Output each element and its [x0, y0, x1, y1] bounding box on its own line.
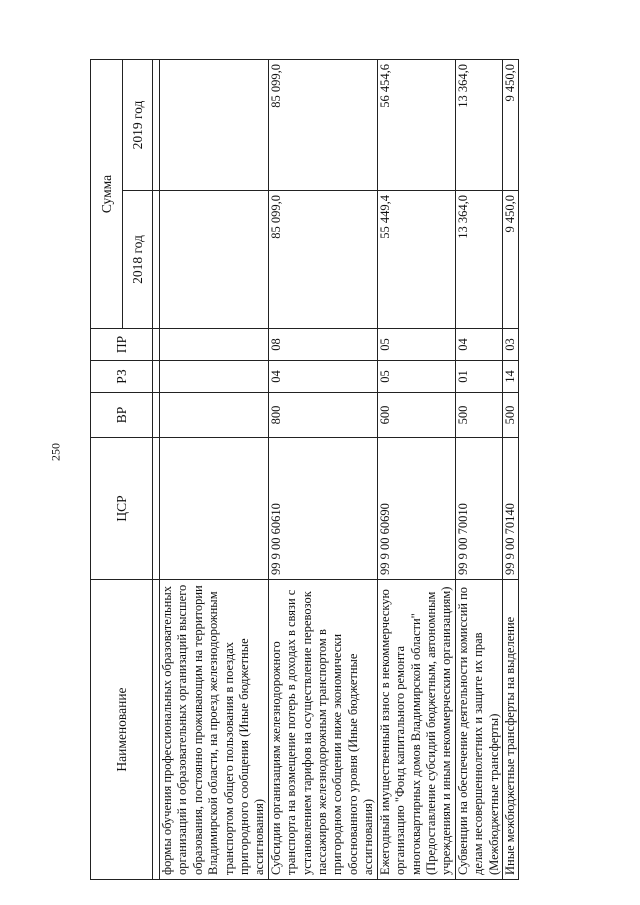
row-name: формы обучения профессиональных образовательных организаций и образовательных организаций высшего образования, постоянно проживающим на территории Владимирской области, на проезд железнодорожным транспортом общего пользования в поездах пригородного сообщения (Иные бюджетные ассигнования)	[160, 580, 269, 880]
row-2019: 9 450,0	[502, 59, 518, 190]
row-2018: 9 450,0	[502, 191, 518, 329]
row-2019: 13 364,0	[455, 59, 502, 190]
row-2018: 13 364,0	[455, 191, 502, 329]
header-row	[91, 59, 123, 879]
row-vr: 800	[268, 393, 377, 438]
page-number: 250	[48, 443, 63, 461]
row-name: Иные межбюджетные трансферты на выделение	[502, 580, 518, 880]
row-pr: 05	[377, 329, 455, 361]
header-year-2019: 2019 год	[123, 59, 153, 190]
row-2019: 85 099,0	[268, 59, 377, 190]
header-sum: Сумма	[91, 59, 123, 328]
budget-table	[90, 59, 519, 880]
row-rz: 04	[268, 361, 377, 393]
row-vr: 500	[502, 393, 518, 438]
row-rz: 14	[502, 361, 518, 393]
row-name: Ежегодный имущественный взнос в некоммерческую организацию "Фонд капитального ремонта многоквартирных домов Владимирской области" (Предоставление субсидий бюджетным, автономным учреждениям и иным некоммерческим организациям)	[377, 580, 455, 880]
row-rz: 01	[455, 361, 502, 393]
row-vr	[160, 393, 269, 438]
row-rz: 05	[377, 361, 455, 393]
header-vr: ВР	[91, 393, 153, 438]
header-year-2018: 2018 год	[123, 191, 153, 329]
table-row	[160, 59, 269, 879]
row-csr: 99 9 00 70140	[502, 438, 518, 580]
table-row	[502, 59, 518, 879]
table-row	[268, 59, 377, 879]
header-name: Наименование	[91, 580, 153, 880]
row-vr: 600	[377, 393, 455, 438]
row-csr: 99 9 00 70010	[455, 438, 502, 580]
row-name: Субсидии организациям железнодорожного транспорта на возмещение потерь в доходах в связи с установлением тарифов на осуществление перевозок пассажиров железнодорожным транспортом в пригородном сообщении ниже экономически обоснованного уровня (Иные бюджетные ассигнования)	[268, 580, 377, 880]
row-name: Субвенции на обеспечение деятельности комиссий по делам несовершеннолетних и защите их прав (Межбюджетные трансферты)	[455, 580, 502, 880]
row-2018: 55 449,4	[377, 191, 455, 329]
row-2019: 56 454,6	[377, 59, 455, 190]
row-pr	[160, 329, 269, 361]
row-csr	[160, 438, 269, 580]
row-2019	[160, 59, 269, 190]
row-rz	[160, 361, 269, 393]
header-csr: ЦСР	[91, 438, 153, 580]
row-2018: 85 099,0	[268, 191, 377, 329]
row-csr: 99 9 00 60610	[268, 438, 377, 580]
row-pr: 04	[455, 329, 502, 361]
table-row	[455, 59, 502, 879]
header-spacer	[153, 59, 160, 879]
header-pr: ПР	[91, 329, 153, 361]
table-row	[377, 59, 455, 879]
row-pr: 08	[268, 329, 377, 361]
header-rz: РЗ	[91, 361, 153, 393]
rotated-page-content	[90, 60, 620, 880]
row-2018	[160, 191, 269, 329]
row-pr: 03	[502, 329, 518, 361]
row-vr: 500	[455, 393, 502, 438]
row-csr: 99 9 00 60690	[377, 438, 455, 580]
